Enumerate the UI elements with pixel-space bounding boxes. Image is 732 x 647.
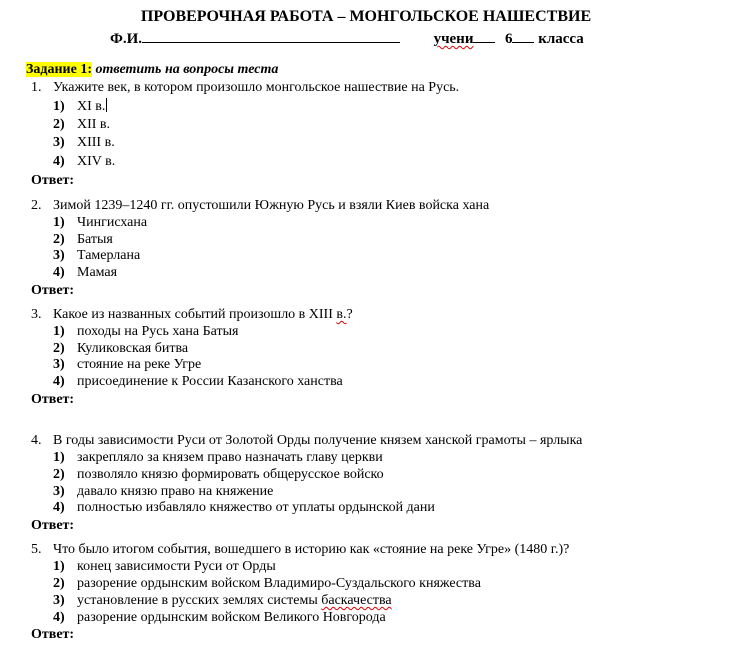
option: 1) конец зависимости Руси от Орды xyxy=(53,559,276,574)
question-5: 5. Что было итогом события, вошедшего в историю как «стояние на реке Угре» (1480 г.)? xyxy=(31,542,570,557)
option: 4) Мамая xyxy=(53,265,118,280)
class-label: класса xyxy=(538,31,584,47)
option: 1) закрепляло за князем право назначать главу церкви xyxy=(53,450,383,465)
option: 2) разорение ордынским войском Владимиро-Суздальского княжества xyxy=(53,576,481,591)
option: 2) позволяло князю формировать общерусское войско xyxy=(53,467,384,482)
question-3: 3. Какое из названных событий произошло в XIII в.? xyxy=(31,307,353,322)
answer-label: Ответ: xyxy=(31,518,75,533)
student-label: учени xyxy=(433,31,474,47)
option: 3) Тамерлана xyxy=(53,248,141,263)
task-label: Задание 1: xyxy=(26,62,92,77)
option: 1) походы на Русь хана Батыя xyxy=(53,324,239,339)
question-text: Какое из названных событий произошло в XIII xyxy=(53,307,337,322)
question-text: Что было итогом события, вошедшего в историю как «стояние на реке Угре» (1480 г.)? xyxy=(53,542,570,557)
option: 1) Чингисхана xyxy=(53,215,148,230)
answer-label: Ответ: xyxy=(31,627,75,642)
task-instruction: ответить на вопросы теста xyxy=(95,62,279,77)
option: 3) давало князю право на княжение xyxy=(53,484,274,499)
option: 3) стояние на реке Угре xyxy=(53,357,202,372)
task-heading xyxy=(26,62,278,78)
grade-blank[interactable] xyxy=(512,29,534,43)
option: 4) XIV в. xyxy=(53,154,116,169)
answer-label: Ответ: xyxy=(31,283,75,298)
grade-value: 6 xyxy=(504,31,513,47)
student-suffix-blank[interactable] xyxy=(473,29,495,43)
option: 2) Батыя xyxy=(53,232,113,247)
option: 1) XI в. xyxy=(53,99,106,114)
option: 3) установление в русских землях системы баскачества xyxy=(53,593,392,608)
page-title: ПРОВЕРОЧНАЯ РАБОТА – МОНГОЛЬСКОЕ НАШЕСТВИЕ xyxy=(140,8,592,25)
option: 4) полностью избавляло княжество от уплаты ордынской дани xyxy=(53,500,435,515)
option: 2) XII в. xyxy=(53,117,111,132)
option: 2) Куликовская битва xyxy=(53,341,189,356)
option: 4) разорение ордынским войском Великого Новгорода xyxy=(53,610,386,625)
text-cursor xyxy=(106,98,107,112)
student-info-line xyxy=(110,29,584,48)
question-text: Зимой 1239–1240 гг. опустошили Южную Русь и взяли Киев войска хана xyxy=(53,198,490,213)
question-1: 1. Укажите век, в котором произошло монгольское нашествие на Русь. xyxy=(31,80,460,95)
answer-label: Ответ: xyxy=(31,392,75,407)
question-2: 2. Зимой 1239–1240 гг. опустошили Южную Русь и взяли Киев войска хана xyxy=(31,198,490,213)
option: 3) XIII в. xyxy=(53,135,115,150)
question-4: 4. В годы зависимости Руси от Золотой Орды получение князем ханской грамоты – ярлыка xyxy=(31,433,583,448)
name-label: Ф.И. xyxy=(110,31,143,47)
question-text: В годы зависимости Руси от Золотой Орды получение князем ханской грамоты – ярлыка xyxy=(53,433,583,448)
question-text: Укажите век, в котором произошло монгольское нашествие на Русь. xyxy=(53,80,460,95)
name-blank[interactable] xyxy=(142,29,400,43)
option: 4) присоединение к России Казанского ханства xyxy=(53,374,343,389)
answer-label: Ответ: xyxy=(31,173,75,188)
